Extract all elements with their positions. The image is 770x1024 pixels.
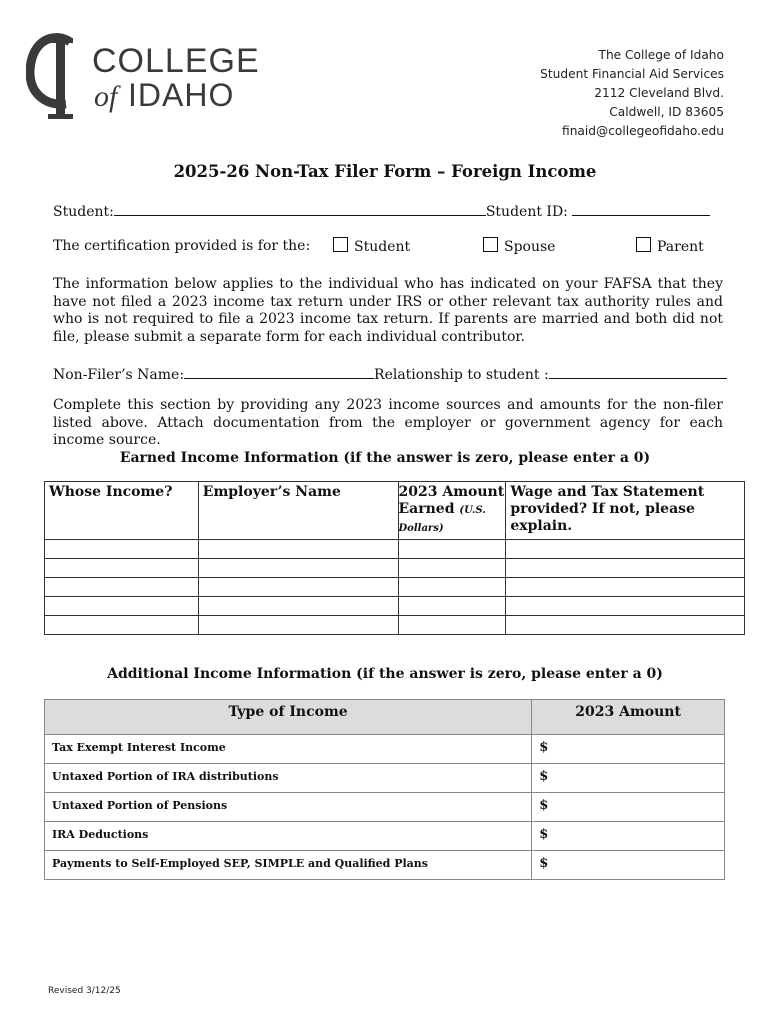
relationship-field[interactable] <box>549 364 727 379</box>
cell-input[interactable] <box>506 578 745 597</box>
income-type: Untaxed Portion of Pensions <box>45 793 532 822</box>
table-row <box>45 578 745 597</box>
option-parent-label: Parent <box>657 239 704 255</box>
student-checkbox[interactable] <box>333 237 348 252</box>
col-wage-statement: Wage and Tax Statement provided? If not, please explain. <box>506 482 745 540</box>
cell-input[interactable] <box>506 616 745 635</box>
table-row <box>45 793 725 822</box>
cell-input[interactable] <box>398 578 506 597</box>
income-type: Payments to Self-Employed SEP, SIMPLE and Qualified Plans <box>45 851 532 880</box>
col-amount-earned <box>398 482 506 540</box>
amount-field[interactable]: $ <box>532 735 725 764</box>
cell-input[interactable] <box>506 597 745 616</box>
address-line: Student Financial Aid Services <box>540 67 724 81</box>
cell-input[interactable] <box>398 540 506 559</box>
amount-field[interactable]: $ <box>532 822 725 851</box>
cell-input[interactable] <box>198 540 398 559</box>
spouse-checkbox[interactable] <box>483 237 498 252</box>
table-row <box>45 851 725 880</box>
address-email: finaid@collegeofidaho.edu <box>562 124 724 138</box>
additional-income-header-row <box>45 700 725 735</box>
cell-input[interactable] <box>45 540 199 559</box>
logo-college-text: COLLEGE <box>92 42 260 80</box>
cell-input[interactable] <box>398 559 506 578</box>
nonfiler-name-field[interactable] <box>184 364 374 379</box>
cell-input[interactable] <box>506 540 745 559</box>
form-title: 2025-26 Non-Tax Filer Form – Foreign Income <box>173 162 597 181</box>
student-id-field[interactable] <box>572 201 710 216</box>
option-spouse-label: Spouse <box>504 239 556 255</box>
logo-idaho-text: IDAHO <box>128 77 235 113</box>
option-student-label: Student <box>354 239 411 255</box>
col-whose-income: Whose Income? <box>45 482 199 540</box>
additional-income-heading: Additional Income Information (if the answer is zero, please enter a 0) <box>107 666 663 682</box>
student-name-field[interactable] <box>114 201 486 216</box>
amount-field[interactable]: $ <box>532 851 725 880</box>
earned-income-heading: Earned Income Information (if the answer is zero, please enter a 0) <box>119 450 651 466</box>
parent-checkbox[interactable] <box>636 237 651 252</box>
table-row <box>45 597 745 616</box>
table-row <box>45 616 745 635</box>
nonfiler-row <box>53 364 727 383</box>
income-type: IRA Deductions <box>45 822 532 851</box>
income-type: Tax Exempt Interest Income <box>45 735 532 764</box>
student-label: Student: <box>53 204 114 220</box>
logo-of-text: of <box>94 80 118 113</box>
cell-input[interactable] <box>398 616 506 635</box>
relationship-label: Relationship to student : <box>374 367 549 383</box>
cell-input[interactable] <box>198 559 398 578</box>
cell-input[interactable] <box>45 559 199 578</box>
amount-field[interactable]: $ <box>532 793 725 822</box>
address-line: Caldwell, ID 83605 <box>609 105 724 119</box>
address-line: 2112 Cleveland Blvd. <box>594 86 724 100</box>
option-spouse[interactable] <box>483 237 555 255</box>
info-paragraph: The information below applies to the individual who has indicated on your FAFSA that they have not filed a 2023 income tax return under IRS or other relevant tax authority rules and who is not required to file a 2023 income tax return. If parents are married and both did not file, please submit a separate form for each individual contributor. <box>53 276 723 345</box>
table-row <box>45 735 725 764</box>
table-row <box>45 540 745 559</box>
cell-input[interactable] <box>198 578 398 597</box>
col-amount-earned-note: (U.S. Dollars) <box>398 505 486 534</box>
instruction-paragraph: Complete this section by providing any 2023 income sources and amounts for the non-filer listed above. Attach documentation from the employer or government agency for each income source. <box>53 397 723 448</box>
earned-income-header-row <box>45 482 745 540</box>
col-2023-amount: 2023 Amount <box>532 700 725 735</box>
address-block <box>540 46 724 141</box>
col-employer-name: Employer’s Name <box>198 482 398 540</box>
amount-field[interactable]: $ <box>532 764 725 793</box>
college-logo-ci-mark <box>26 30 86 120</box>
table-row <box>45 559 745 578</box>
revision-date: Revised 3/12/25 <box>48 986 121 996</box>
earned-income-table <box>44 481 745 635</box>
cell-input[interactable] <box>45 616 199 635</box>
income-type: Untaxed Portion of IRA distributions <box>45 764 532 793</box>
table-row <box>45 764 725 793</box>
cell-input[interactable] <box>506 559 745 578</box>
additional-income-table <box>44 699 725 880</box>
col-type-of-income: Type of Income <box>45 700 532 735</box>
address-line: The College of Idaho <box>598 48 724 62</box>
cell-input[interactable] <box>198 616 398 635</box>
cell-input[interactable] <box>198 597 398 616</box>
cell-input[interactable] <box>398 597 506 616</box>
cell-input[interactable] <box>45 578 199 597</box>
option-student[interactable] <box>333 237 410 255</box>
certification-label: The certification provided is for the: <box>53 238 311 254</box>
nonfiler-name-label: Non-Filer’s Name: <box>53 367 185 383</box>
student-id-label: Student ID: <box>485 204 568 220</box>
student-row <box>53 201 710 220</box>
cell-input[interactable] <box>45 597 199 616</box>
table-row <box>45 822 725 851</box>
option-parent[interactable] <box>636 237 704 255</box>
col-amount-earned-label: 2023 Amount Earned <box>398 484 505 517</box>
